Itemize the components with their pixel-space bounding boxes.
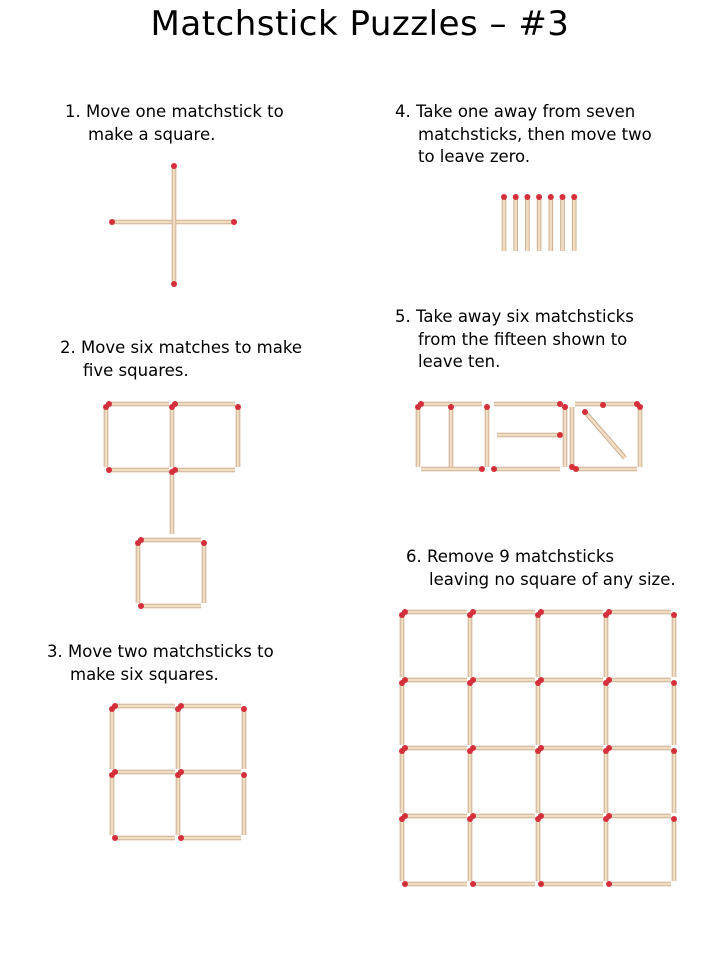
matchstick	[241, 706, 247, 769]
match-head	[178, 835, 184, 841]
match-head	[109, 706, 115, 712]
matchstick	[491, 466, 560, 472]
match-head	[484, 404, 490, 410]
matchstick	[138, 603, 201, 609]
matchstick	[112, 703, 175, 709]
match-head	[603, 748, 609, 754]
matchstick	[494, 401, 563, 407]
matchstick	[467, 680, 473, 745]
matchstick	[538, 609, 603, 615]
matchstick	[106, 401, 169, 407]
page-title: Matchstick Puzzles – #3	[150, 4, 570, 44]
matchstick	[538, 677, 603, 683]
match-head	[399, 816, 405, 822]
matchstick	[402, 745, 467, 751]
match-head	[513, 194, 519, 200]
matchstick	[169, 469, 175, 534]
matchstick	[402, 609, 467, 615]
match-head	[415, 404, 421, 410]
matchstick	[671, 680, 677, 745]
matchstick	[571, 194, 577, 251]
match-head	[535, 748, 541, 754]
matchstick	[535, 816, 541, 881]
puzzle-4-figure	[501, 194, 577, 251]
matchstick	[513, 194, 519, 251]
matchstick	[501, 194, 507, 251]
matchstick	[109, 219, 174, 225]
matchstick	[135, 540, 141, 603]
match-head	[671, 612, 677, 618]
match-head	[109, 219, 115, 225]
matchstick	[112, 835, 175, 841]
matchstick	[582, 409, 625, 458]
puzzle-2-instructions: 2. Move six matches to make five squares.	[60, 338, 302, 380]
match-head	[571, 194, 577, 200]
matchstick	[538, 813, 603, 819]
match-head	[448, 404, 454, 410]
match-head	[637, 404, 643, 410]
matchstick	[538, 881, 603, 887]
matchstick	[603, 680, 609, 745]
puzzle-2-figure	[103, 401, 241, 609]
match-head	[467, 680, 473, 686]
matchstick	[201, 540, 207, 603]
match-head	[169, 469, 175, 475]
matchstick	[399, 612, 405, 677]
match-head	[501, 194, 507, 200]
matchstick	[109, 772, 115, 835]
match-head	[235, 404, 241, 410]
match-head	[671, 748, 677, 754]
matchstick	[448, 404, 454, 467]
match-head	[467, 612, 473, 618]
match-head	[560, 194, 566, 200]
matchstick	[548, 194, 554, 251]
match-head	[467, 816, 473, 822]
matchstick	[169, 404, 175, 467]
matchstick	[575, 401, 640, 407]
matchstick	[538, 745, 603, 751]
match-head	[138, 603, 144, 609]
matchstick	[172, 401, 235, 407]
matchstick	[235, 404, 241, 467]
matchstick	[470, 745, 535, 751]
match-head	[671, 816, 677, 822]
match-head	[535, 680, 541, 686]
matchstick	[470, 677, 535, 683]
matchstick	[562, 404, 568, 467]
puzzle-5-figure	[415, 401, 643, 472]
match-head	[562, 404, 568, 410]
matchstick	[470, 881, 535, 887]
match-head	[603, 612, 609, 618]
match-head	[535, 612, 541, 618]
matchstick	[603, 816, 609, 881]
puzzle-1-instructions: 1. Move one matchstick to make a square.	[65, 102, 284, 144]
matchstick	[606, 609, 671, 615]
matchstick	[402, 677, 467, 683]
match-head	[241, 706, 247, 712]
match-head	[569, 464, 575, 470]
matchstick	[174, 219, 237, 225]
matchstick	[671, 612, 677, 677]
match-head	[603, 816, 609, 822]
match-head	[535, 816, 541, 822]
match-head	[548, 194, 554, 200]
match-head	[241, 772, 247, 778]
match-head	[231, 219, 237, 225]
puzzle-5-instructions: 5. Take away six matchsticks from the fifteen shown to leave ten.	[395, 307, 634, 371]
match-head	[201, 540, 207, 546]
matchstick	[103, 404, 109, 467]
matchstick	[241, 772, 247, 835]
matchstick	[606, 881, 671, 887]
matchstick	[178, 835, 241, 841]
match-head	[402, 881, 408, 887]
match-head	[171, 281, 177, 287]
match-head	[479, 466, 485, 472]
matchstick	[606, 813, 671, 819]
match-head	[169, 404, 175, 410]
matchstick	[178, 769, 241, 775]
matchstick	[171, 222, 177, 287]
matchstick	[637, 404, 643, 467]
match-head	[603, 680, 609, 686]
matchstick	[175, 706, 181, 769]
match-head	[467, 748, 473, 754]
matchstick	[470, 813, 535, 819]
matchstick	[112, 769, 175, 775]
matchstick	[497, 432, 563, 438]
matchstick	[106, 467, 169, 473]
matchstick	[415, 404, 421, 467]
matchstick	[138, 537, 201, 543]
match-head	[491, 466, 497, 472]
matchstick	[606, 677, 671, 683]
match-head	[536, 194, 542, 200]
match-head	[606, 881, 612, 887]
puzzle-6-instructions: 6. Remove 9 matchsticks leaving no square of any size.	[406, 547, 676, 589]
match-head	[600, 402, 606, 408]
match-head	[557, 432, 563, 438]
matchstick	[402, 881, 467, 887]
matchstick	[399, 816, 405, 881]
puzzle-3-figure	[109, 703, 247, 841]
match-head	[470, 881, 476, 887]
matchstick	[109, 706, 115, 769]
match-head	[557, 401, 563, 407]
match-head	[524, 194, 530, 200]
match-head	[671, 680, 677, 686]
match-head	[175, 706, 181, 712]
matchstick	[573, 466, 637, 472]
matchstick	[402, 813, 467, 819]
match-head	[582, 409, 588, 415]
match-head	[175, 772, 181, 778]
matchstick	[524, 194, 530, 251]
matchstick	[535, 748, 541, 813]
match-head	[399, 612, 405, 618]
matchstick	[536, 194, 542, 251]
match-head	[109, 772, 115, 778]
matchstick	[600, 402, 606, 408]
matchstick	[467, 748, 473, 813]
matchstick	[399, 748, 405, 813]
matchstick	[467, 816, 473, 881]
matchstick	[171, 163, 177, 222]
match-head	[135, 540, 141, 546]
match-head	[171, 163, 177, 169]
matchstick	[467, 612, 473, 677]
match-head	[538, 881, 544, 887]
matchstick	[603, 748, 609, 813]
match-head	[103, 404, 109, 410]
matchstick	[399, 680, 405, 745]
puzzle-1-figure	[109, 163, 237, 287]
match-head	[399, 680, 405, 686]
matchstick	[569, 407, 575, 470]
match-head	[106, 467, 112, 473]
match-head	[112, 835, 118, 841]
matchstick	[484, 404, 490, 467]
puzzle-3-instructions: 3. Move two matchsticks to make six squares.	[47, 642, 274, 684]
matchstick	[671, 816, 677, 881]
matchstick	[178, 703, 241, 709]
matchstick	[603, 612, 609, 677]
matchstick	[606, 745, 671, 751]
matchstick	[535, 680, 541, 745]
puzzle-4-instructions: 4. Take one away from seven matchsticks, then move two to leave zero.	[395, 102, 652, 166]
puzzle-6-figure	[399, 609, 677, 887]
matchstick	[172, 467, 235, 473]
matchstick	[470, 609, 535, 615]
matchstick	[175, 772, 181, 835]
matchstick	[535, 612, 541, 677]
matchstick	[671, 748, 677, 813]
match-head	[399, 748, 405, 754]
matchstick	[560, 194, 566, 251]
